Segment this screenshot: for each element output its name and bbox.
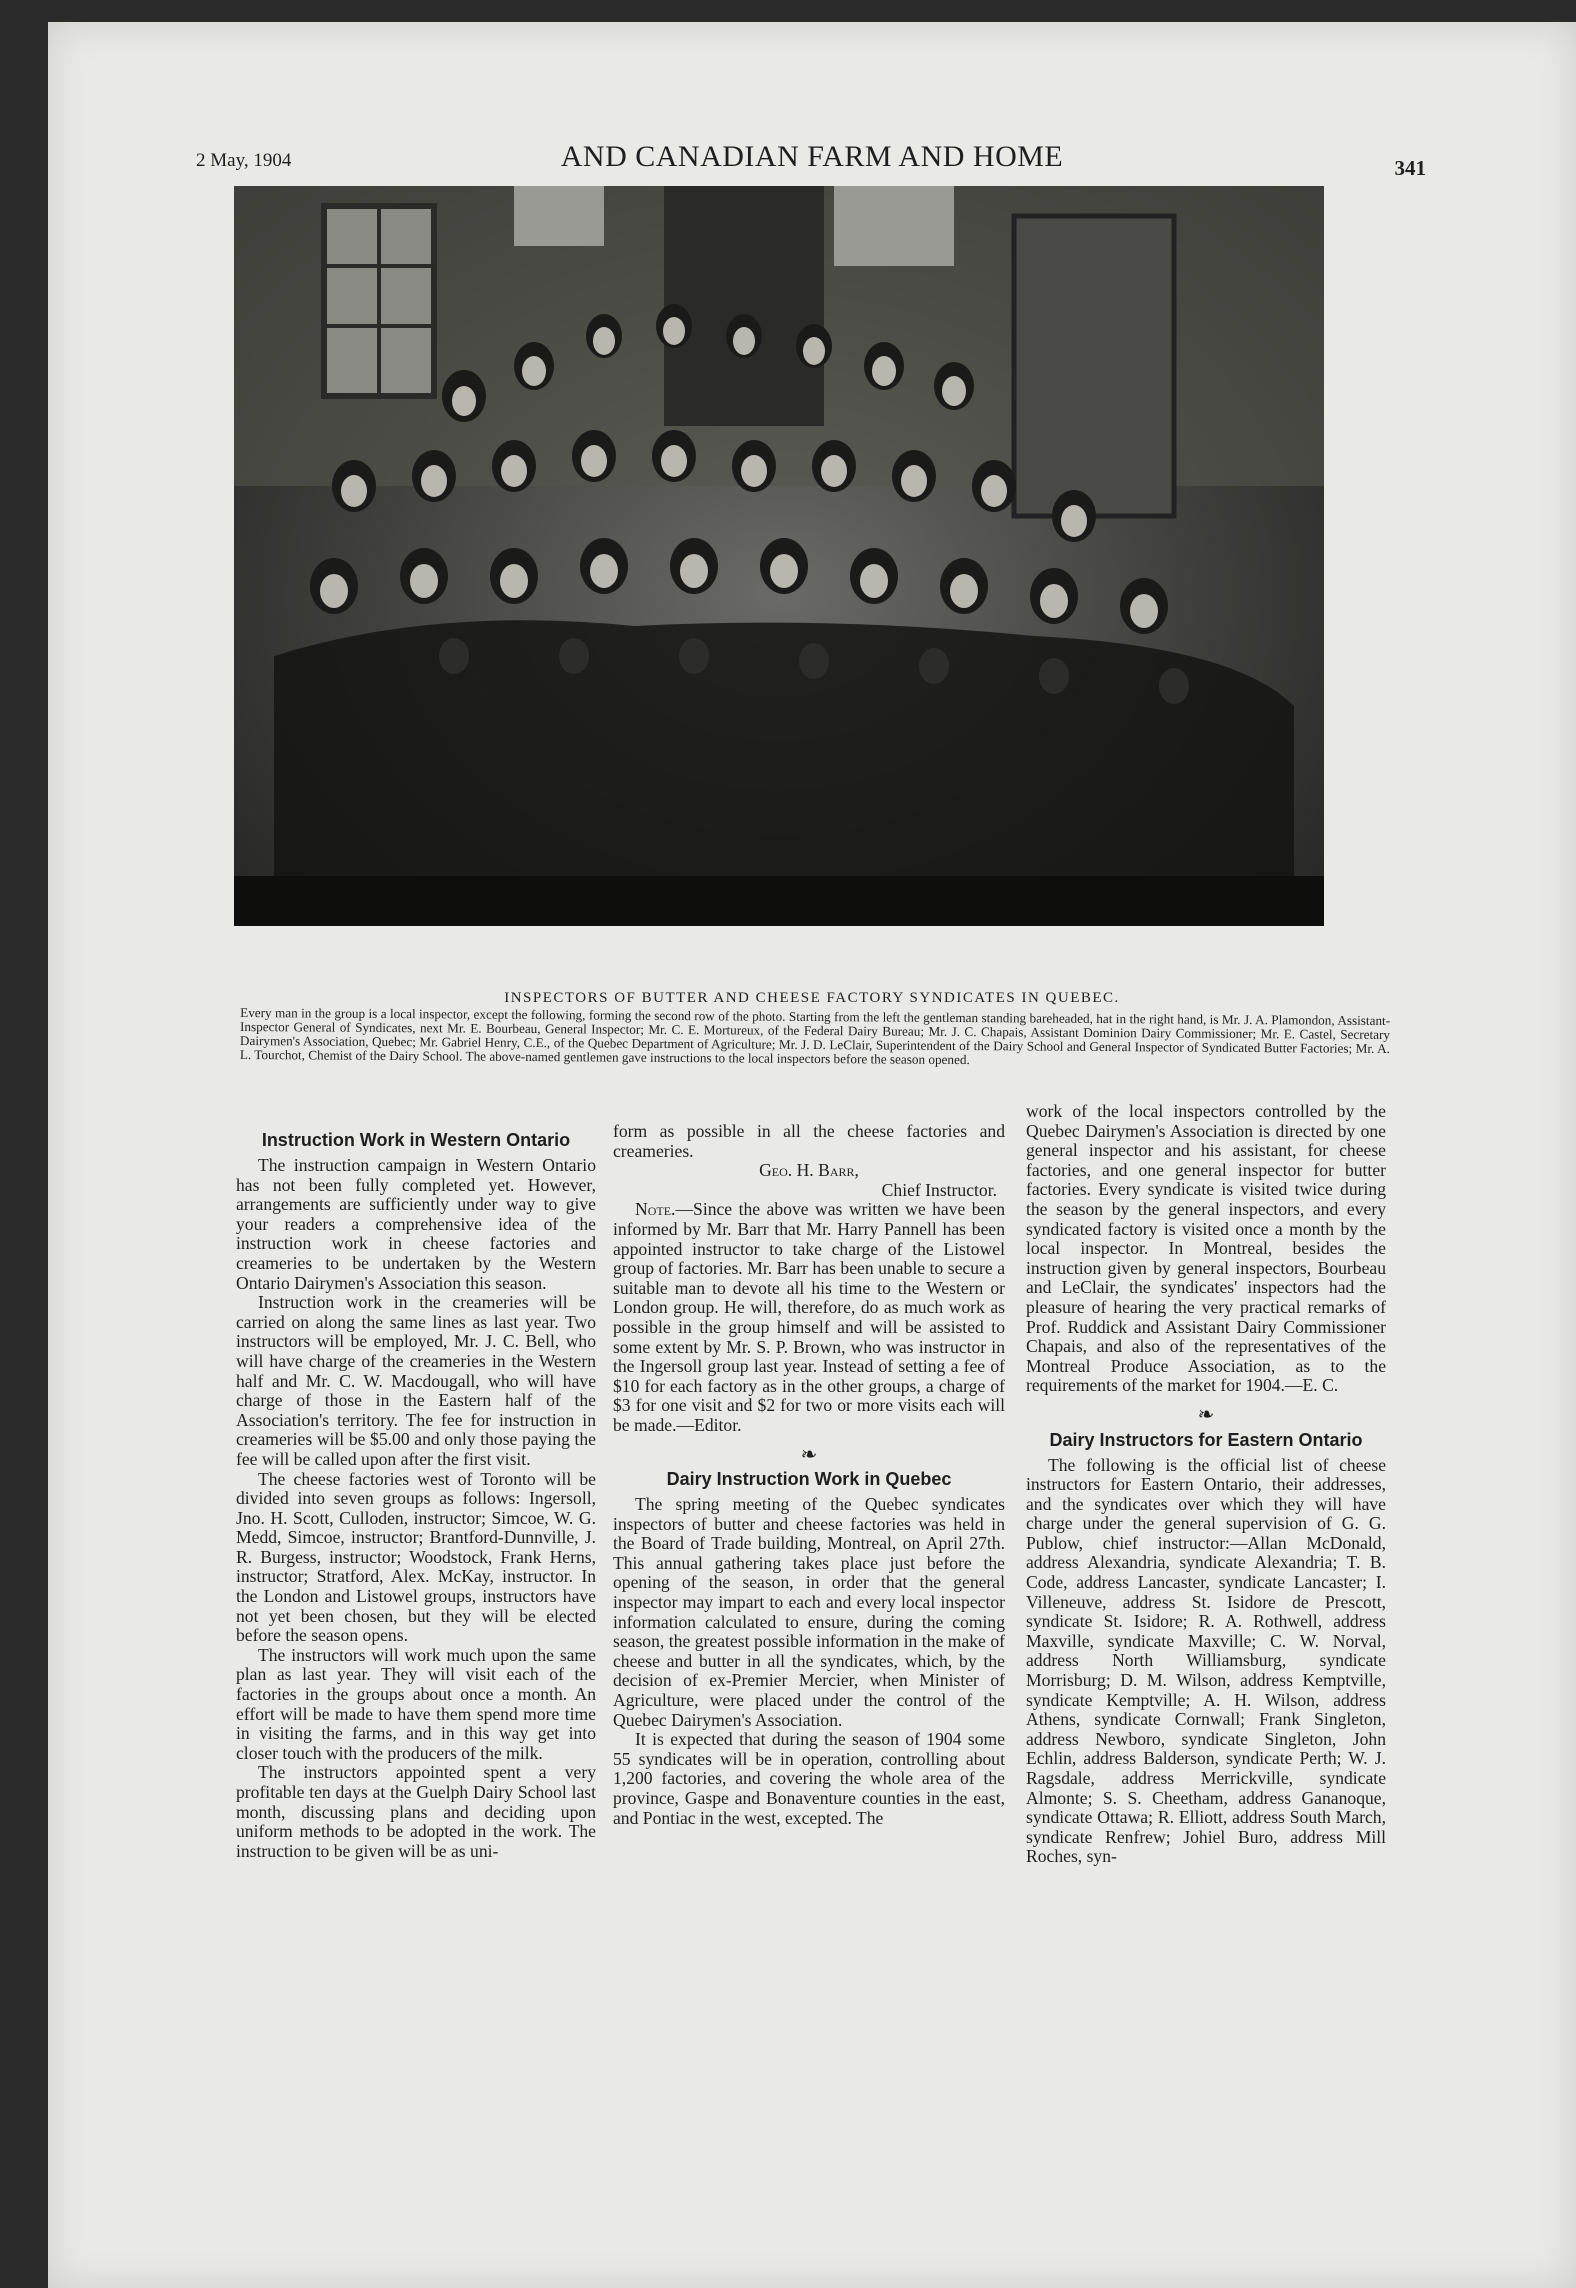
editor-note <box>613 1200 1005 1435</box>
article-heading-quebec: Dairy Instruction Work in Quebec <box>666 1469 952 1490</box>
paragraph: work of the local inspectors controlled by the Quebec Dairymen's Association is directed by one general inspector and his assistant, for cheese factories, and one general inspector for butter factories. Every syndicate is visited twice during the season by the general inspectors, and every syndicated factory is visited once a month by the local inspector. In Montreal, besides the instruction given by general inspectors, Bourbeau and LeClair, the syndicates' inspectors had the pleasure of hearing the very practical remarks of Prof. Ruddick and Assistant Dairy Commissioner Chapais, and also of the representatives of the Montreal Produce Association, as to the requirements of the market for 1904.—E. C. <box>1026 1101 1386 1396</box>
signature-title: Chief Instructor. <box>881 1179 997 1200</box>
photo-caption-body: Every man in the group is a local inspector, except the following, forming the second row of the photo. Starting from the left the gentleman standing bareheaded, hat in the right hand, is Mr. J. A. Plamondon, Assistant-Inspector General of Syndicates, next Mr. E. Bourbeau, General Inspector; Mr. C. E. Mortureux, of the Federal Dairy Bureau; Mr. J. C. Chapais, Assistant Dominion Dairy Commissioner; Mr. E. Castel, Secretary Dairymen's Association, Quebec; Mr. Gabriel Henry, C.E., of the Quebec Department of Agriculture; Mr. J. D. LeClair, Superintendent of the Dairy School and General Inspector of Syndicated Butter Factories; Mr. A. L. Tourchot, Chemist of the Dairy School. The above-named gentlemen gave instructions to the local inspectors before the season opened. <box>239 1004 1391 1068</box>
group-photograph <box>234 186 1324 926</box>
page-number: 341 <box>1394 156 1426 180</box>
paragraph: The instructors appointed spent a very profitable ten days at the Guelph Dairy School last month, discussing plans and deciding upon uniform methods to be adopted in the work. The instruction to be given will be as uni- <box>236 1762 596 1861</box>
paragraph: The instructors will work much upon the same plan as last year. They will visit each of the factories in the groups about once a month. An effort will be made to have them spend more time in visiting the farms, and in this way get into closer touch with the producers of the milk. <box>236 1644 596 1763</box>
paragraph: It is expected that during the season of 1904 some 55 syndicates will be in operation, controlling about 1,200 factories, and covering the whole area of the province, Gaspe and Bonaventure counties in the east, and Pontiac in the west, excepted. The <box>613 1729 1005 1828</box>
magazine-page <box>48 22 1576 2288</box>
column-1 <box>236 1130 596 1861</box>
running-title: AND CANADIAN FARM AND HOME <box>560 140 1064 173</box>
paragraph: The spring meeting of the Quebec syndicates inspectors of butter and cheese factories was held in the Board of Trade building, Montreal, on April 27th. This annual gathering takes place just before the opening of the season, in order that the general inspector may impart to each and every local inspector information calculated to ensure, during the coming season, the greatest possible information in the make of cheese and butter in all the syndicates, which, by the decision of ex-Premier Mercier, when Minister of Agriculture, were placed under the control of the Quebec Dairymen's Association. <box>613 1494 1005 1730</box>
paragraph: The cheese factories west of Toronto will be divided into seven groups as follows: Ingersoll, Jno. H. Scott, Culloden, instructor; Simcoe, W. G. Medd, Simcoe, instructor; Brantford-Dunnville, J. R. Burgess, instructor; Woodstock, Frank Herns, instructor; Stratford, Alex. McKay, instructor. In the London and Listowel groups, instructors have not yet been chosen, but they will be elected before the season opens. <box>236 1468 596 1646</box>
article-heading-eastern-ontario: Dairy Instructors for Eastern Ontario <box>1049 1429 1363 1450</box>
photo-illustration <box>234 186 1324 926</box>
signature-name: Geo. H. Barr, <box>759 1160 859 1181</box>
note-text: —Since the above was written we have been informed by Mr. Barr that Mr. Harry Pannell has been appointed instructor to take charge of the Listowel group of factories. Mr. Barr has been unable to secure a suitable man to devote all his time to the Western or London group. He will, therefore, do as much work as possible in the group himself and will be assisted to some extent by Mr. S. P. Brown, who was instructor in the Ingersoll group last year. Instead of setting a fee of $10 for each factory as in the other groups, a charge of $3 for one visit and $2 for two or more visits each will be made.—Editor. <box>613 1199 1005 1435</box>
leaf-ornament-icon: ❧ <box>1197 1403 1215 1426</box>
page-header <box>48 132 1576 192</box>
leaf-ornament-icon: ❧ <box>800 1443 818 1466</box>
column-3 <box>1026 1102 1386 1867</box>
column-2 <box>613 1122 1005 1828</box>
issue-date: 2 May, 1904 <box>196 150 292 171</box>
photo-caption-title: INSPECTORS OF BUTTER AND CHEESE FACTORY SYNDICATES IN QUEBEC. <box>504 990 1120 1006</box>
paragraph: The following is the official list of cheese instructors for Eastern Ontario, their addresses, and the syndicates over which they will have charge under the general supervision of G. G. Publow, chief instructor:—Allan McDonald, address Alexandria, syndicate Alexandria; T. B. Code, address Lancaster, syndicate Lancaster; I. Villeneuve, address St. Isidore de Prescott, syndicate St. Isidore; R. A. Rothwell, address Maxville, syndicate Maxville; C. W. Norval, address North Williamsburg, syndicate Morrisburg; D. M. Wilson, address Kemptville, syndicate Kemptville; A. H. Wilson, address Athens, syndicate Cornwall; Frank Singleton, address Newboro, syndicate Singleton, John Echlin, address Balderson, syndicate Perth; W. J. Ragsdale, address Merrickville, syndicate Almonte; S. S. Cheetham, address Gananoque, syndicate Ottawa; R. Elliott, address South March, syndicate Renfrew; Johiel Buro, address Mill Roches, syn- <box>1026 1454 1386 1867</box>
article-heading-western-ontario: Instruction Work in Western Ontario <box>261 1130 571 1150</box>
paragraph: The instruction campaign in Western Ontario has not been fully completed yet. However, arrangements are sufficiently under way to give your readers a comprehensive idea of the instruction work in cheese factories and creameries to be undertaken by the Western Ontario Dairymen's Association this season. <box>236 1155 596 1293</box>
note-label: Note. <box>635 1199 676 1220</box>
paragraph: Instruction work in the creameries will be carried on along the same lines as last year. Two instructors will be employed, Mr. J. C. Bell, who will have charge of the creameries in the Western half and Mr. C. W. Macdougall, who will have charge of those in the Eastern half of the Association's territory. The fee for instruction in creameries will be $5.00 and only those paying the fee will be called upon after the first visit. <box>236 1292 596 1469</box>
paragraph: form as possible in all the cheese factories and creameries. <box>613 1121 1005 1161</box>
